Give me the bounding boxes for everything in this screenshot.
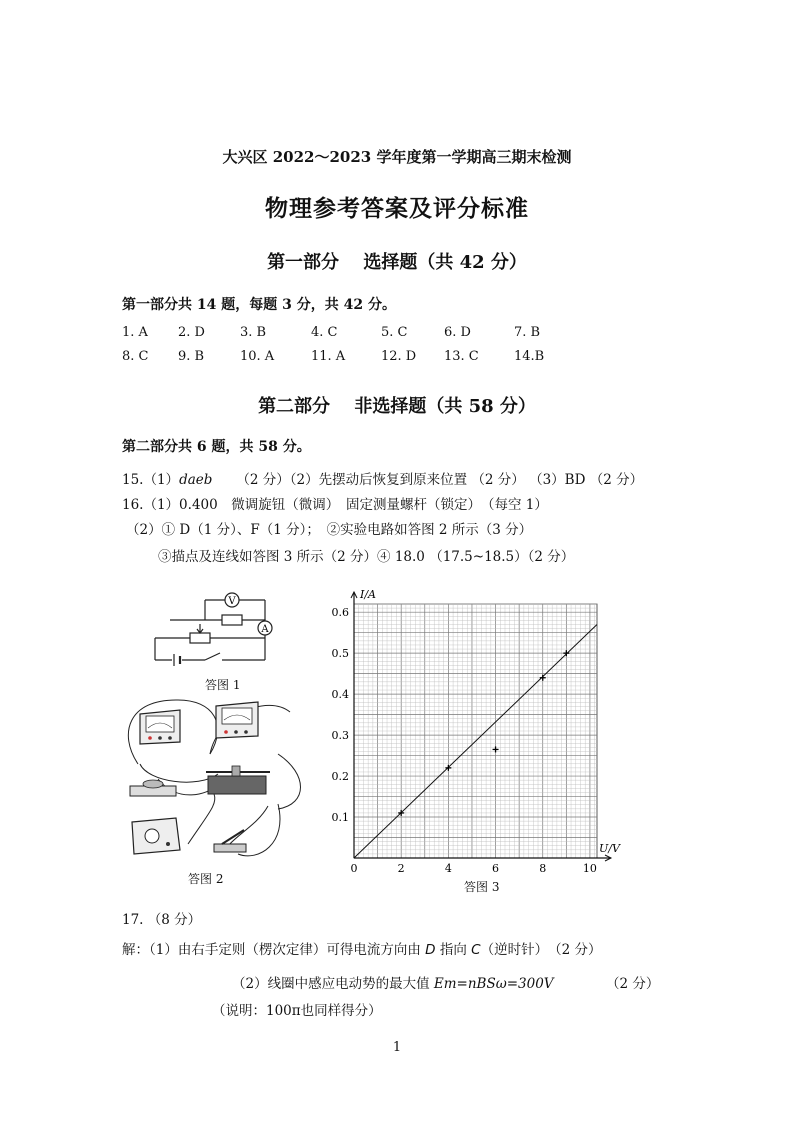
part1-note: 第一部分共 14 题，每题 3 分，共 42 分。: [122, 297, 396, 313]
q15-rest: （2 分）（2）先摆动后恢复到原来位置 （2 分） （3）BD （2 分）: [236, 472, 644, 488]
voltmeter-label: V: [228, 596, 236, 607]
q17-l1-d: D: [425, 942, 436, 958]
iu-chart: [322, 580, 622, 880]
choice-answer: 8. C: [122, 349, 149, 364]
choice-answer: 14.B: [514, 349, 545, 364]
x-tick-label: 4: [444, 862, 452, 875]
choice-answer: 2. D: [178, 325, 205, 340]
y-tick-label: 0.3: [331, 729, 349, 743]
page-number: 1: [392, 1040, 402, 1055]
choice-answer: 11. A: [311, 349, 346, 364]
choice-answer: 3. B: [240, 325, 267, 340]
part2-note: 第二部分共 6 题，共 58 分。: [122, 439, 311, 455]
power-supply-device: [132, 818, 180, 854]
part1-heading: 第一部分 选择题（共 42 分）: [267, 252, 527, 273]
q15-answer-1: daeb: [179, 472, 213, 488]
x-tick-label: 0: [350, 862, 358, 875]
choice-answer: 13. C: [444, 349, 479, 364]
ammeter-device: [216, 702, 258, 738]
y-tick-label: 0.4: [331, 688, 349, 702]
x-tick-label: 10: [582, 862, 597, 875]
q16-line-2: （2）① D（1 分）、F（1 分）； ②实验电路如答图 2 所示（3 分）: [126, 522, 533, 538]
part2-heading: 第二部分 非选择题（共 58 分）: [258, 396, 536, 417]
q17-l1-mid: 指向: [435, 942, 472, 958]
q17-l2-score: （2 分）: [606, 976, 660, 992]
q17-line-2: [232, 972, 554, 992]
q17-l2-formula: Em=nBSω=300V: [433, 976, 554, 992]
q17-l1-c: C: [471, 942, 481, 958]
y-tick-label: 0.5: [331, 647, 349, 661]
q17-line-1: [122, 938, 601, 958]
y-axis-label: I/A: [360, 588, 376, 601]
circuit-diagram: [150, 590, 280, 670]
fig3-caption: 答图 3: [464, 880, 500, 894]
choice-answer: 6. D: [444, 325, 471, 340]
q16-line-3: ③描点及连线如答图 3 所示（2 分）④ 18.0 （17.5~18.5）（2 分）: [158, 549, 575, 565]
fig1-caption: 答图 1: [205, 678, 241, 692]
q17-l1-post: （逆时针） （2 分）: [480, 942, 602, 958]
resistor-device: [130, 780, 176, 796]
y-tick-label: 0.1: [331, 811, 349, 825]
y-tick-label: 0.2: [331, 770, 349, 784]
rheostat-device: [206, 766, 270, 794]
choice-answer: 12. D: [381, 349, 417, 364]
q17-l2-pre: （2）线圈中感应电动势的最大值: [232, 976, 434, 992]
q15-prefix: 15.（1）: [122, 472, 180, 488]
main-title: 物理参考答案及评分标准: [265, 195, 529, 222]
ammeter-label: A: [261, 624, 269, 635]
choice-answer: 1. A: [122, 325, 148, 340]
x-axis-label: U/V: [599, 842, 620, 855]
y-tick-label: 0.6: [331, 606, 349, 620]
choice-answer: 5. C: [381, 325, 408, 340]
exam-title: 大兴区 2022～2023 学年度第一学期高三期末检测: [222, 148, 572, 166]
wiring-sketch: [118, 694, 318, 866]
q16-line-1: 16.（1）0.400 微调旋钮（微调） 固定测量螺杆（锁定） （每空 1）: [122, 497, 548, 513]
choice-answer: 10. A: [240, 349, 275, 364]
x-tick-label: 8: [539, 862, 547, 875]
voltmeter-device: [140, 710, 180, 744]
q15-line: [122, 468, 643, 488]
q17-line-3: （说明：100π也同样得分）: [212, 1003, 382, 1019]
choice-answer: 4. C: [311, 325, 338, 340]
x-tick-label: 6: [492, 862, 500, 875]
q17-l1-pre: 解：（1）由右手定则（楞次定律）可得电流方向由: [122, 942, 426, 958]
choice-answer: 9. B: [178, 349, 205, 364]
fig2-caption: 答图 2: [188, 872, 224, 886]
q17-title: 17. （8 分）: [122, 912, 202, 928]
x-tick-label: 2: [397, 862, 405, 875]
choice-answer: 7. B: [514, 325, 541, 340]
